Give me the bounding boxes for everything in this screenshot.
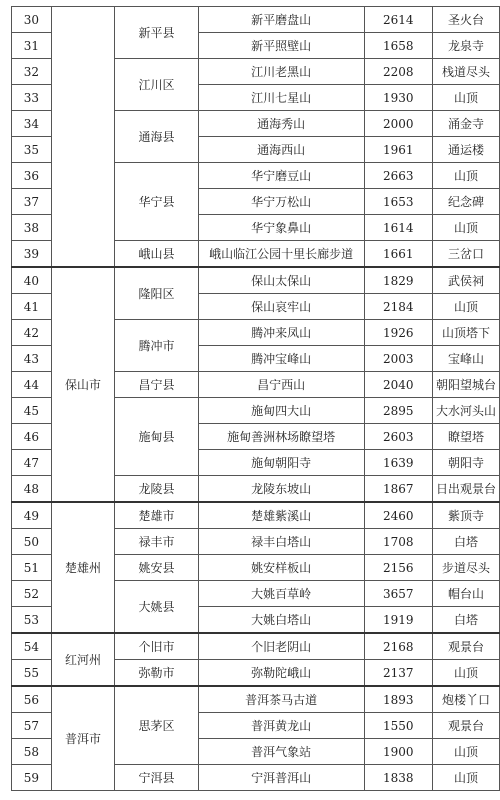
row-number: 48 [12,476,52,503]
row-number: 49 [12,502,52,529]
place-cell: 三岔口 [433,241,500,268]
altitude-cell: 1658 [364,33,433,59]
place-cell: 圣火台 [433,7,500,33]
spot-cell: 华宁万松山 [198,189,364,215]
row-number: 46 [12,424,52,450]
place-cell: 大水河头山 [433,398,500,424]
altitude-cell: 2000 [364,111,433,137]
altitude-cell: 2895 [364,398,433,424]
place-cell: 武侯祠 [433,267,500,294]
spot-cell: 宁洱普洱山 [198,765,364,791]
row-number: 38 [12,215,52,241]
altitude-cell: 1926 [364,320,433,346]
county-cell: 华宁县 [115,163,198,241]
spot-cell: 姚安样板山 [198,555,364,581]
altitude-cell: 1550 [364,713,433,739]
place-cell: 观景台 [433,713,500,739]
altitude-cell: 2003 [364,346,433,372]
spot-cell: 大姚百草岭 [198,581,364,607]
spot-cell: 个旧老阴山 [198,633,364,660]
altitude-cell: 3657 [364,581,433,607]
county-cell: 弥勒市 [115,660,198,687]
row-number: 37 [12,189,52,215]
place-cell: 帽台山 [433,581,500,607]
row-number: 51 [12,555,52,581]
row-number: 53 [12,607,52,634]
altitude-cell: 1893 [364,686,433,713]
place-cell: 朝阳寺 [433,450,500,476]
county-cell: 通海县 [115,111,198,163]
row-number: 55 [12,660,52,687]
row-number: 40 [12,267,52,294]
place-cell: 山顶 [433,765,500,791]
spot-cell: 华宁象鼻山 [198,215,364,241]
altitude-cell: 2663 [364,163,433,189]
spot-cell: 新平磨盘山 [198,7,364,33]
city-cell: 普洱市 [51,686,115,791]
place-cell: 通运楼 [433,137,500,163]
county-cell: 江川区 [115,59,198,111]
altitude-cell: 1900 [364,739,433,765]
row-number: 41 [12,294,52,320]
place-cell: 山顶 [433,85,500,111]
row-number: 44 [12,372,52,398]
spot-cell: 大姚白塔山 [198,607,364,634]
row-number: 35 [12,137,52,163]
county-cell: 个旧市 [115,633,198,660]
county-cell: 禄丰市 [115,529,198,555]
row-number: 34 [12,111,52,137]
county-cell: 腾冲市 [115,320,198,372]
spot-cell: 腾冲宝峰山 [198,346,364,372]
place-cell: 山顶塔下 [433,320,500,346]
place-cell: 紫顶寺 [433,502,500,529]
county-cell: 楚雄市 [115,502,198,529]
place-cell: 山顶 [433,294,500,320]
spot-cell: 峨山临江公园十里长廊步道 [198,241,364,268]
altitude-cell: 2603 [364,424,433,450]
altitude-cell: 2184 [364,294,433,320]
table-row [12,7,500,33]
place-cell: 涌金寺 [433,111,500,137]
spot-cell: 施甸朝阳寺 [198,450,364,476]
place-cell: 白塔 [433,529,500,555]
row-number: 57 [12,713,52,739]
place-cell: 步道尽头 [433,555,500,581]
spot-cell: 华宁磨豆山 [198,163,364,189]
spot-cell: 通海西山 [198,137,364,163]
row-number: 50 [12,529,52,555]
spot-cell: 保山哀牢山 [198,294,364,320]
altitude-cell: 2137 [364,660,433,687]
table-row [12,502,500,529]
place-cell: 山顶 [433,163,500,189]
altitude-cell: 2040 [364,372,433,398]
row-number: 31 [12,33,52,59]
spot-cell: 通海秀山 [198,111,364,137]
table-row [12,633,500,660]
spot-cell: 施甸四大山 [198,398,364,424]
altitude-cell: 1867 [364,476,433,503]
table-row [12,686,500,713]
altitude-cell: 1614 [364,215,433,241]
spot-cell: 普洱气象站 [198,739,364,765]
row-number: 33 [12,85,52,111]
row-number: 45 [12,398,52,424]
row-number: 36 [12,163,52,189]
spot-cell: 新平照壁山 [198,33,364,59]
place-cell: 山顶 [433,739,500,765]
place-cell: 宝峰山 [433,346,500,372]
altitude-cell: 1930 [364,85,433,111]
city-cell: 保山市 [51,267,115,502]
spot-cell: 腾冲来凤山 [198,320,364,346]
altitude-cell: 1653 [364,189,433,215]
table-container [11,6,500,791]
altitude-cell: 1639 [364,450,433,476]
county-cell: 施甸县 [115,398,198,476]
city-cell [51,7,115,268]
county-cell: 思茅区 [115,686,198,765]
county-cell: 昌宁县 [115,372,198,398]
altitude-cell: 1838 [364,765,433,791]
altitude-cell: 2614 [364,7,433,33]
spot-cell: 弥勒陀峨山 [198,660,364,687]
row-number: 30 [12,7,52,33]
altitude-cell: 2156 [364,555,433,581]
spot-cell: 昌宁西山 [198,372,364,398]
row-number: 39 [12,241,52,268]
county-cell: 龙陵县 [115,476,198,503]
spot-cell: 江川七星山 [198,85,364,111]
place-cell: 朝阳望城台 [433,372,500,398]
spot-cell: 龙陵东坡山 [198,476,364,503]
altitude-cell: 2168 [364,633,433,660]
county-cell: 宁洱县 [115,765,198,791]
place-cell: 观景台 [433,633,500,660]
spot-cell: 普洱茶马古道 [198,686,364,713]
place-cell: 山顶 [433,215,500,241]
county-cell: 新平县 [115,7,198,59]
row-number: 56 [12,686,52,713]
place-cell: 日出观景台 [433,476,500,503]
county-cell: 峨山县 [115,241,198,268]
altitude-cell: 2460 [364,502,433,529]
row-number: 32 [12,59,52,85]
row-number: 43 [12,346,52,372]
spot-cell: 楚雄紫溪山 [198,502,364,529]
mountain-table [11,6,500,791]
place-cell: 白塔 [433,607,500,634]
row-number: 59 [12,765,52,791]
city-cell: 楚雄州 [51,502,115,633]
place-cell: 山顶 [433,660,500,687]
city-cell: 红河州 [51,633,115,686]
altitude-cell: 1708 [364,529,433,555]
spot-cell: 江川老黑山 [198,59,364,85]
spot-cell: 普洱黄龙山 [198,713,364,739]
place-cell: 纪念碑 [433,189,500,215]
altitude-cell: 1919 [364,607,433,634]
county-cell: 隆阳区 [115,267,198,320]
altitude-cell: 2208 [364,59,433,85]
place-cell: 龙泉寺 [433,33,500,59]
row-number: 54 [12,633,52,660]
row-number: 42 [12,320,52,346]
county-cell: 大姚县 [115,581,198,634]
spot-cell: 施甸善洲林场瞭望塔 [198,424,364,450]
spot-cell: 禄丰白塔山 [198,529,364,555]
county-cell: 姚安县 [115,555,198,581]
place-cell: 栈道尽头 [433,59,500,85]
row-number: 52 [12,581,52,607]
row-number: 47 [12,450,52,476]
place-cell: 瞭望塔 [433,424,500,450]
altitude-cell: 1961 [364,137,433,163]
row-number: 58 [12,739,52,765]
altitude-cell: 1661 [364,241,433,268]
table-row [12,267,500,294]
altitude-cell: 1829 [364,267,433,294]
spot-cell: 保山太保山 [198,267,364,294]
place-cell: 炮楼丫口 [433,686,500,713]
